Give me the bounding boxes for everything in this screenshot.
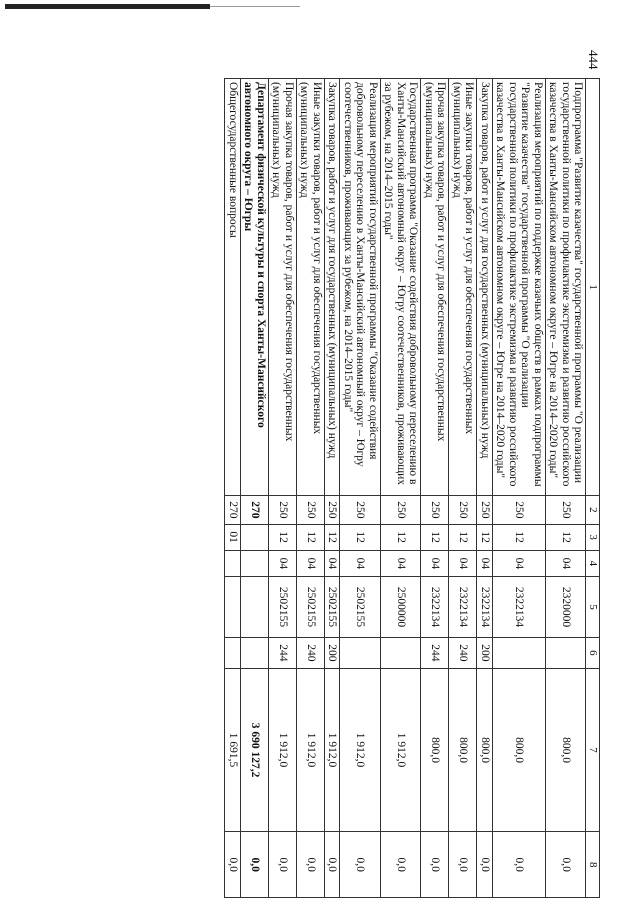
cell-amount-col8: 0,0 bbox=[477, 832, 493, 898]
cell-ministry-code: 250 bbox=[449, 496, 477, 524]
cell-subsection-code: 04 bbox=[493, 550, 546, 576]
cell-target-article: 2322134 bbox=[421, 576, 449, 637]
cell-section-code: 12 bbox=[421, 524, 449, 550]
cell-ministry-code: 250 bbox=[269, 496, 297, 524]
cell-subsection-code: 04 bbox=[421, 550, 449, 576]
cell-ministry-code: 250 bbox=[546, 496, 587, 524]
cell-section-code bbox=[241, 524, 269, 550]
cell-target-article: 2322134 bbox=[493, 576, 546, 637]
cell-expense-type: 244 bbox=[421, 638, 449, 669]
cell-amount: 800,0 bbox=[449, 668, 477, 832]
cell-expense-type: 240 bbox=[297, 638, 325, 669]
row-description: Закупка товаров, работ и услуг для государственных (муниципальных) нужд bbox=[325, 79, 341, 496]
cell-subsection-code: 04 bbox=[297, 550, 325, 576]
page-number: 444 bbox=[586, 50, 601, 70]
table-row bbox=[297, 79, 325, 898]
cell-subsection-code bbox=[225, 550, 241, 576]
table-body bbox=[225, 79, 586, 898]
header-rule bbox=[5, 4, 210, 9]
cell-target-article bbox=[225, 576, 241, 637]
row-description: Государственная программа "Оказание содействия добровольному переселению в Ханты-Мансийский автономный округ – Югру соотечественников, проживающих за рубежом, на 2014–2015 годы" bbox=[381, 79, 422, 496]
cell-amount: 3 690 127,2 bbox=[241, 668, 269, 832]
cell-subsection-code bbox=[241, 550, 269, 576]
cell-expense-type: 200 bbox=[477, 638, 493, 669]
cell-target-article: 2500000 bbox=[381, 576, 422, 637]
cell-subsection-code: 04 bbox=[546, 550, 587, 576]
cell-amount: 1 912,0 bbox=[325, 668, 341, 832]
header-rule-thin bbox=[210, 6, 300, 7]
table-row bbox=[269, 79, 297, 898]
cell-amount-col8: 0,0 bbox=[421, 832, 449, 898]
cell-subsection-code: 04 bbox=[477, 550, 493, 576]
row-description: Прочая закупка товаров, работ и услуг для обеспечения государственных (муниципальных) нужд bbox=[421, 79, 449, 496]
row-description: Реализация мероприятий по поддержке казачьих обществ в рамках подпрограммы "Развитие казачества" государственной программы "О реализации государственной политики по профилактике экстремизма и развитию российского казачества в Ханты-Мансийском автономном округе – Югре на 2014–2020 годы" bbox=[493, 79, 546, 496]
cell-amount: 800,0 bbox=[493, 668, 546, 832]
cell-subsection-code: 04 bbox=[381, 550, 422, 576]
cell-expense-type: 244 bbox=[269, 638, 297, 669]
cell-amount: 1 691,5 bbox=[225, 668, 241, 832]
cell-amount: 1 912,0 bbox=[340, 668, 381, 832]
table-row bbox=[449, 79, 477, 898]
cell-target-article bbox=[241, 576, 269, 637]
row-description: Общегосударственные вопросы bbox=[225, 79, 241, 496]
row-description: Иные закупки товаров, работ и услуг для обеспечения государственных (муниципальных) нужд bbox=[449, 79, 477, 496]
cell-expense-type bbox=[241, 638, 269, 669]
column-header: 3 bbox=[586, 524, 600, 550]
cell-target-article: 2322134 bbox=[449, 576, 477, 637]
cell-expense-type bbox=[546, 638, 587, 669]
cell-amount-col8: 0,0 bbox=[241, 832, 269, 898]
cell-expense-type bbox=[225, 638, 241, 669]
cell-amount-col8: 0,0 bbox=[449, 832, 477, 898]
column-header: 2 bbox=[586, 496, 600, 524]
cell-amount-col8: 0,0 bbox=[225, 832, 241, 898]
budget-table bbox=[225, 78, 601, 898]
cell-target-article: 2502155 bbox=[297, 576, 325, 637]
cell-section-code: 12 bbox=[477, 524, 493, 550]
cell-section-code: 12 bbox=[340, 524, 381, 550]
table-row bbox=[546, 79, 587, 898]
cell-amount-col8: 0,0 bbox=[493, 832, 546, 898]
row-description: Иные закупки товаров, работ и услуг для обеспечения государственных (муниципальных) нужд bbox=[297, 79, 325, 496]
cell-amount-col8: 0,0 bbox=[546, 832, 587, 898]
cell-expense-type bbox=[493, 638, 546, 669]
cell-amount: 1 912,0 bbox=[269, 668, 297, 832]
row-description: Подпрограмма "Развитие казачества" государственной программы "О реализации государственной политики по профилактике экстремизма и развитию российского казачества в Ханты-Мансийском автономном округе – Югре на 2014–2020 годы" bbox=[546, 79, 587, 496]
cell-target-article: 2502155 bbox=[340, 576, 381, 637]
table-row bbox=[225, 79, 241, 898]
row-description: Реализация мероприятий государственной программы "Оказание содействия добровольному переселению в Ханты-Мансийский автономный округ – Югру соотечественников, проживающих за рубежом, на 2014–2015 годы" bbox=[340, 79, 381, 496]
cell-expense-type bbox=[340, 638, 381, 669]
cell-ministry-code: 270 bbox=[241, 496, 269, 524]
cell-subsection-code: 04 bbox=[449, 550, 477, 576]
row-description: Департамент физической культуры и спорта Ханты-Мансийского автономного округа – Югры bbox=[241, 79, 269, 496]
cell-ministry-code: 250 bbox=[340, 496, 381, 524]
column-header: 4 bbox=[586, 550, 600, 576]
cell-section-code: 12 bbox=[325, 524, 341, 550]
cell-subsection-code: 04 bbox=[269, 550, 297, 576]
rotated-table-container bbox=[80, 78, 600, 898]
cell-ministry-code: 250 bbox=[477, 496, 493, 524]
cell-ministry-code: 250 bbox=[493, 496, 546, 524]
table-row bbox=[325, 79, 341, 898]
cell-amount-col8: 0,0 bbox=[269, 832, 297, 898]
cell-ministry-code: 250 bbox=[325, 496, 341, 524]
row-description: Прочая закупка товаров, работ и услуг для обеспечения государственных (муниципальных) нужд bbox=[269, 79, 297, 496]
cell-target-article: 2322134 bbox=[477, 576, 493, 637]
cell-amount-col8: 0,0 bbox=[340, 832, 381, 898]
cell-amount: 800,0 bbox=[546, 668, 587, 832]
row-description: Закупка товаров, работ и услуг для государственных (муниципальных) нужд bbox=[477, 79, 493, 496]
cell-ministry-code: 270 bbox=[225, 496, 241, 524]
cell-section-code: 12 bbox=[381, 524, 422, 550]
cell-ministry-code: 250 bbox=[297, 496, 325, 524]
cell-amount: 800,0 bbox=[477, 668, 493, 832]
cell-amount-col8: 0,0 bbox=[381, 832, 422, 898]
table-row bbox=[421, 79, 449, 898]
column-header: 7 bbox=[586, 668, 600, 832]
cell-section-code: 12 bbox=[297, 524, 325, 550]
cell-section-code: 12 bbox=[493, 524, 546, 550]
cell-amount: 1 912,0 bbox=[297, 668, 325, 832]
cell-target-article: 2502155 bbox=[325, 576, 341, 637]
cell-subsection-code: 04 bbox=[340, 550, 381, 576]
cell-expense-type: 240 bbox=[449, 638, 477, 669]
table-row bbox=[241, 79, 269, 898]
cell-target-article: 2320000 bbox=[546, 576, 587, 637]
table-row bbox=[477, 79, 493, 898]
cell-expense-type bbox=[381, 638, 422, 669]
column-header: 1 bbox=[586, 79, 600, 496]
cell-section-code: 12 bbox=[449, 524, 477, 550]
cell-section-code: 12 bbox=[269, 524, 297, 550]
column-header: 6 bbox=[586, 638, 600, 669]
cell-ministry-code: 250 bbox=[381, 496, 422, 524]
column-header: 5 bbox=[586, 576, 600, 637]
cell-ministry-code: 250 bbox=[421, 496, 449, 524]
cell-expense-type: 200 bbox=[325, 638, 341, 669]
cell-amount-col8: 0,0 bbox=[325, 832, 341, 898]
table-row bbox=[381, 79, 422, 898]
cell-amount: 1 912,0 bbox=[381, 668, 422, 832]
table-header-row bbox=[586, 79, 600, 898]
cell-target-article: 2502155 bbox=[269, 576, 297, 637]
cell-section-code: 01 bbox=[225, 524, 241, 550]
column-header: 8 bbox=[586, 832, 600, 898]
cell-amount: 800,0 bbox=[421, 668, 449, 832]
cell-subsection-code: 04 bbox=[325, 550, 341, 576]
table-row bbox=[493, 79, 546, 898]
table-row bbox=[340, 79, 381, 898]
cell-section-code: 12 bbox=[546, 524, 587, 550]
cell-amount-col8: 0,0 bbox=[297, 832, 325, 898]
